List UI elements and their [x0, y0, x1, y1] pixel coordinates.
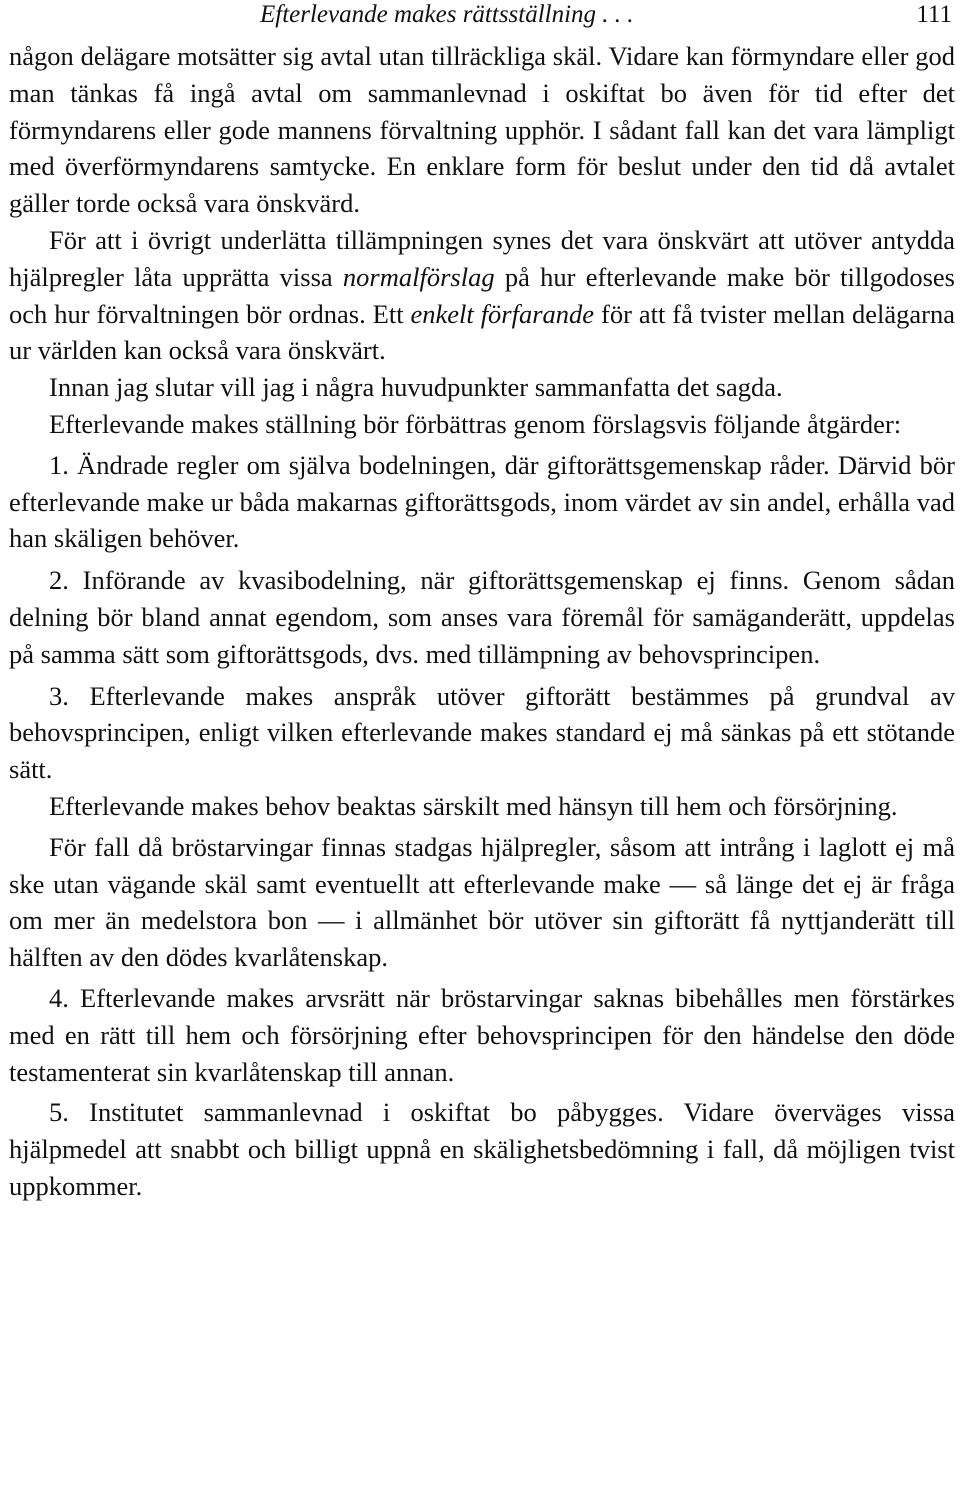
list-item-2: 2. Införande av kvasibodelning, när giftorättsgemenskap ej finns. Genom sådan delning bör bland annat egendom, som anses vara föremål för samäganderätt, uppdelas på samma sätt som giftorättsgods, dvs. med tillämpning av behovsprincipen.	[9, 565, 955, 669]
list-item-3-paragraph-3: För fall då bröstarvingar finnas stadgas hjälpregler, såsom att intrång i laglott ej må ske utan vägande skäl samt eventuellt att efterlevande make — så länge det ej är fråga om mer än medelstora bon — i allmänhet bör utöver sin giftorätt få nyttjanderätt till hälften av den dödes kvarlåtenskap.	[9, 831, 955, 973]
paragraph-2	[9, 222, 955, 369]
list-item-3-paragraph-2: Efterlevande makes behov beaktas särskilt med hänsyn till hem och försörjning.	[49, 790, 898, 821]
list-item-4: 4. Efterlevande makes arvsrätt när bröstarvingar saknas bibehålles men förstärkes med en rätt till hem och försörjning efter behovsprincipen för den händelse den döde testamenterat sin kvarlåtenskap till annan.	[9, 982, 955, 1087]
list-item-3: 3. Efterlevande makes anspråk utöver giftorätt bestämmes på grundval av behovsprincipen, enligt vilken efterlevande makes standard ej må sänkas på ett stötande sätt.	[9, 680, 955, 785]
emphasis-enkelt-forfarande: enkelt förfarande	[410, 298, 595, 329]
running-title: Efterlevande makes rättsställning . . .	[260, 1, 634, 28]
paragraph-2-text-a: För att i övrigt underlätta tillämpningen synes det vara önskvärt att utöver antydda hjälpregler låta upprätta vissa	[9, 224, 955, 292]
page-header	[9, 0, 955, 38]
document-page	[9, 0, 955, 1205]
paragraph-4: Efterlevande makes ställning bör förbättras genom förslagsvis följande åtgärder:	[49, 408, 902, 439]
emphasis-normalforslag: normalförslag	[342, 261, 495, 292]
paragraph-2-text-b: på hur efterlevande make bör tillgodoses och hur förvaltningen bör ordnas. Ett	[9, 261, 955, 329]
paragraph-2-text-c: för att få tvister mellan delägarna ur världen kan också vara önskvärt.	[9, 298, 956, 366]
paragraph-3: Innan jag slutar vill jag i några huvudpunkter sammanfatta det sagda.	[49, 372, 783, 403]
list-item-1: 1. Ändrade regler om själva bodelningen, där giftorättsgemenskap råder. Därvid bör efterlevande make ur båda makarnas giftorättsgods, inom värdet av sin andel, erhålla vad han skäligen behöver.	[9, 449, 955, 554]
list-item-5: 5. Institutet sammanlevnad i oskiftat bo påbygges. Vidare överväges vissa hjälpmedel att snabbt och billigt uppnå en skälighetsbedömning i fall, då möjligen tvist uppkommer.	[9, 1097, 955, 1201]
page-number: 111	[916, 1, 952, 28]
paragraph-1: någon delägare motsätter sig avtal utan tillräckliga skäl. Vidare kan förmyndare eller god man tänkas få ingå avtal om sammanlevnad i oskiftat bo även för tid efter det förmyndarens eller gode mannens förvaltning upphör. I sådant fall kan det vara lämpligt med överförmyndarens samtycke. En enklare form för beslut under den tid då avtalet gäller torde också vara önskvärd.	[9, 41, 955, 219]
